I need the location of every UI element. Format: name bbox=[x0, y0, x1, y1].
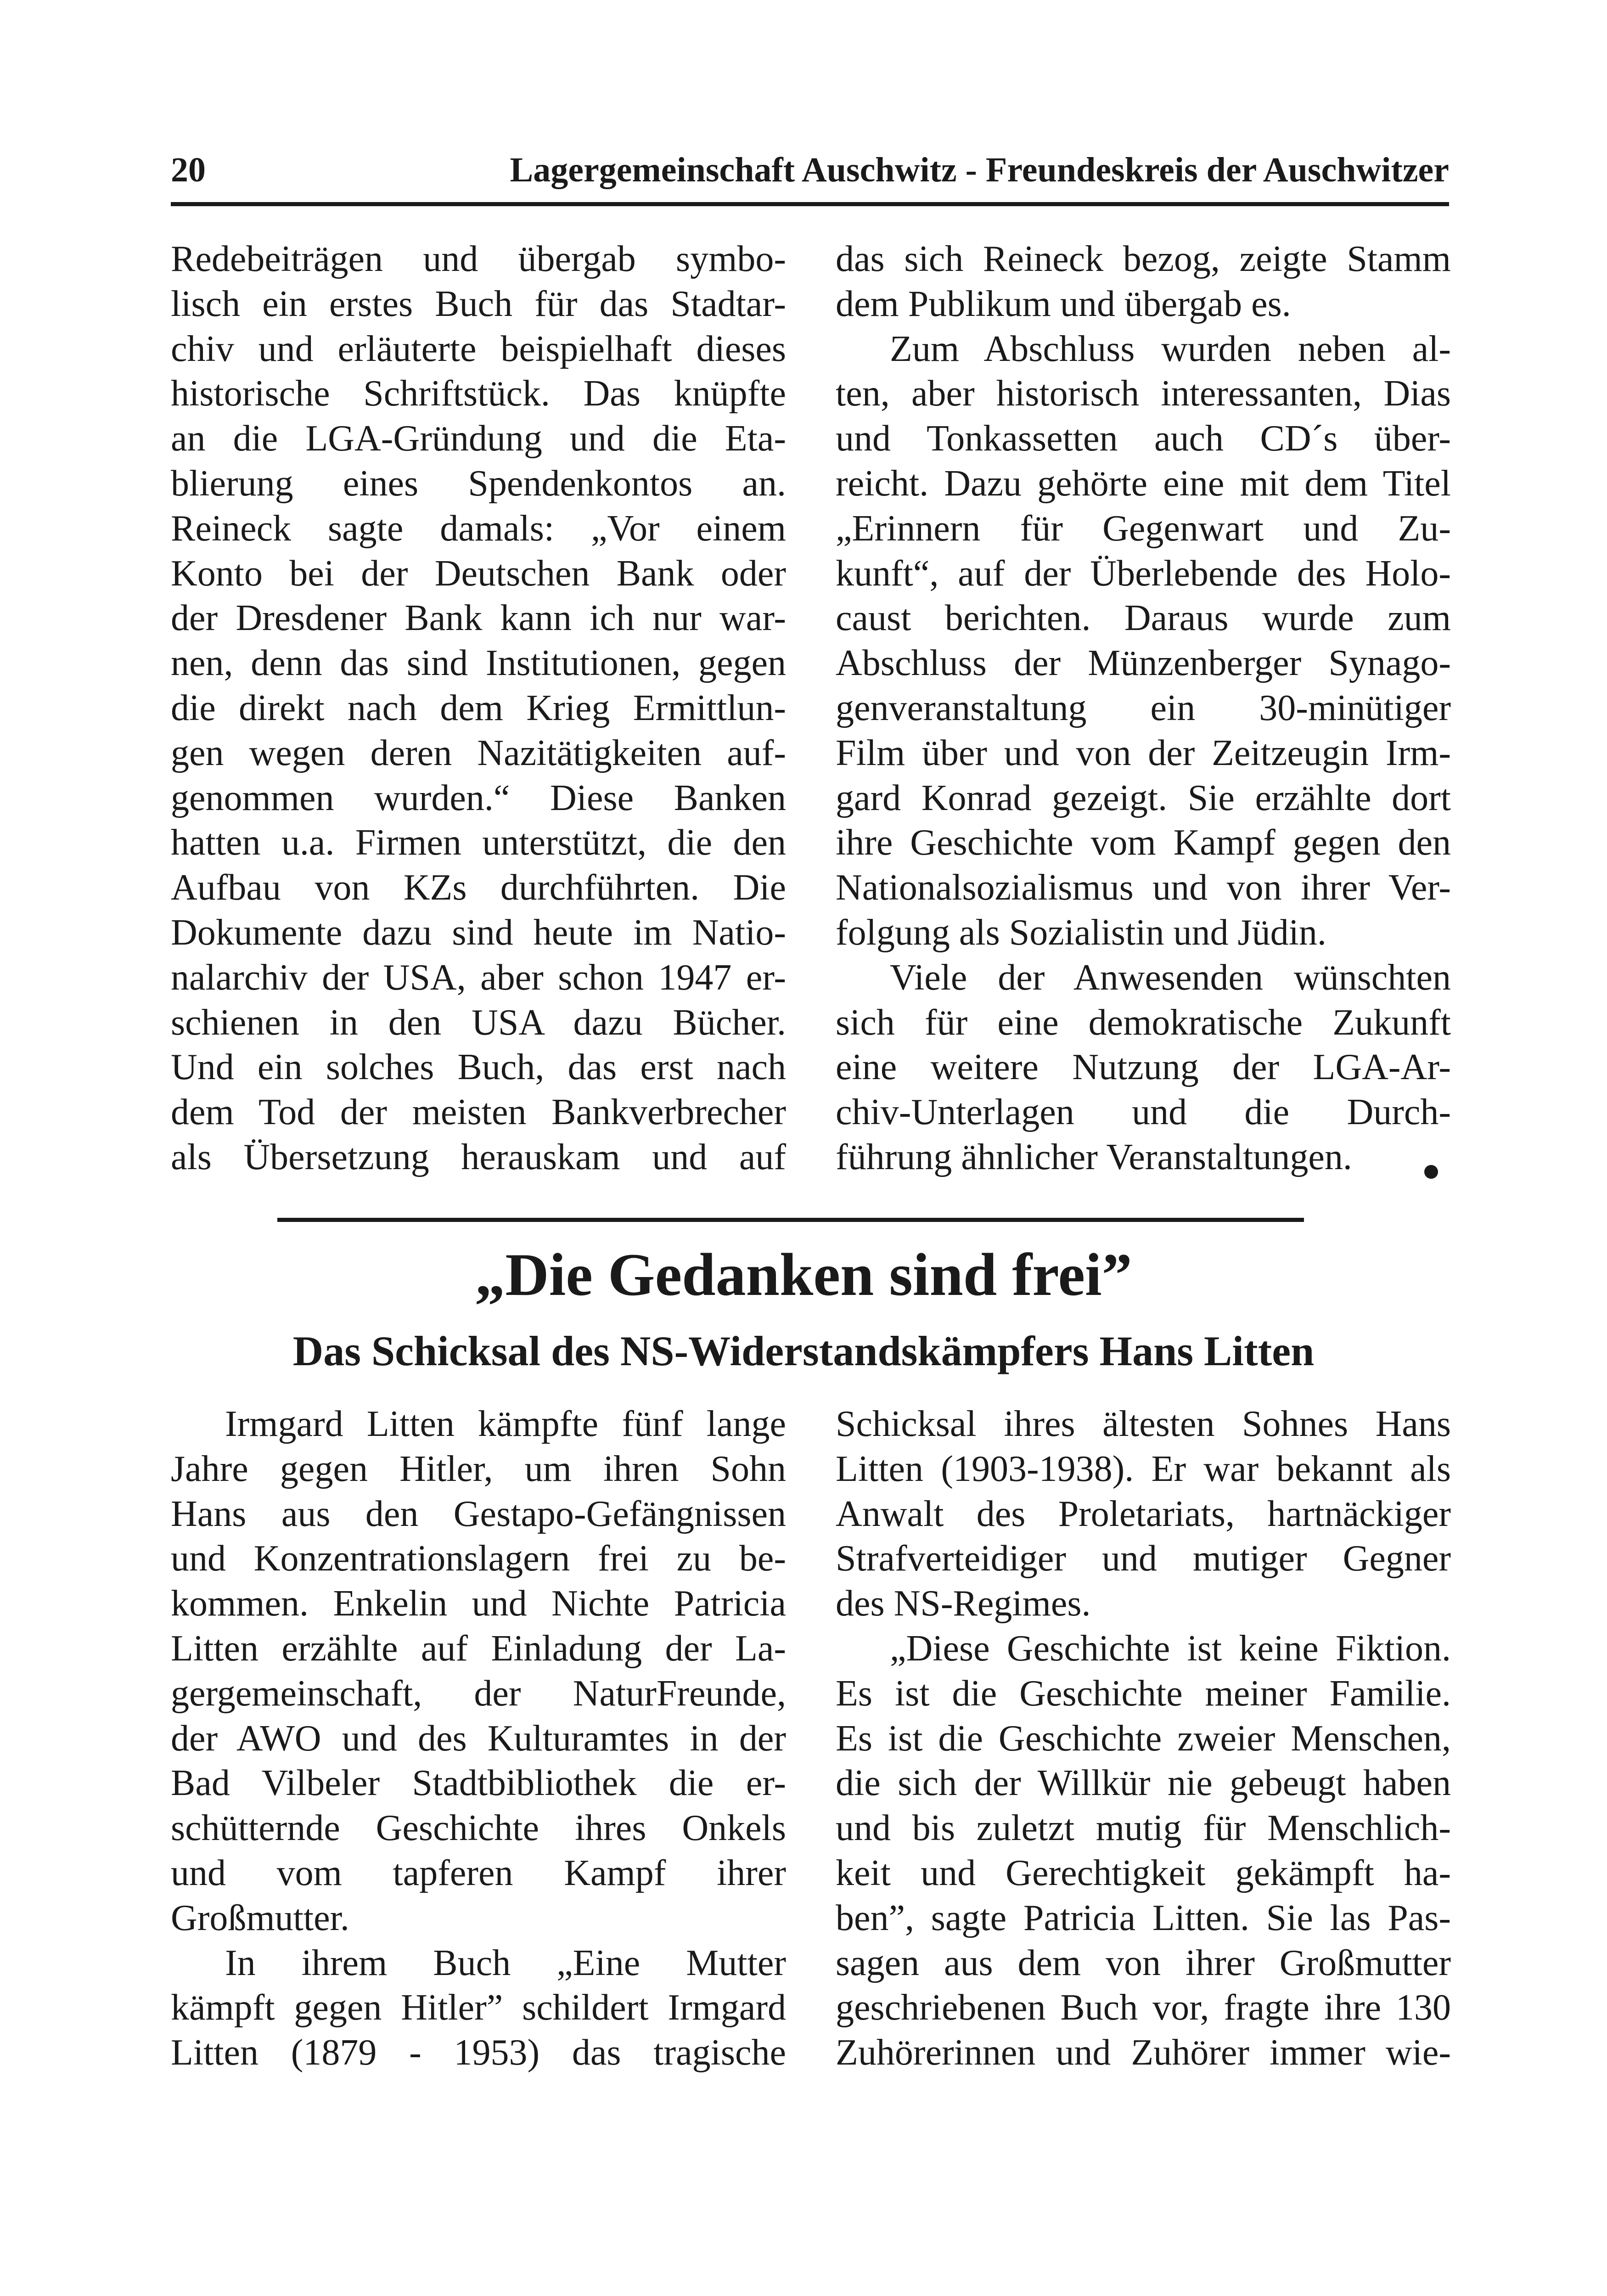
top-article-left-column bbox=[171, 237, 786, 1180]
text-line: Litten erzählte auf Einladung der La- bbox=[171, 1628, 786, 1669]
text-line: Schicksal ihres ältesten Sohnes Hans bbox=[836, 1404, 1451, 1444]
text-line: Jahre gegen Hitler, um ihren Sohn bbox=[171, 1448, 786, 1489]
text-line: und vom tapferen Kampf ihrer bbox=[171, 1852, 786, 1893]
text-line: Anwalt des Proletariats, hartnäckiger bbox=[836, 1493, 1451, 1534]
text-line: Und ein solches Buch, das erst nach bbox=[171, 1047, 786, 1088]
text-line: historische Schriftstück. Das knüpfte bbox=[171, 373, 786, 414]
text-line: und bis zuletzt mutig für Menschlich- bbox=[836, 1808, 1451, 1849]
text-line: chiv und erläuterte beispielhaft dieses bbox=[171, 328, 786, 369]
text-line: kunft“, auf der Überlebende des Holo- bbox=[836, 553, 1451, 594]
text-line: die direkt nach dem Krieg Ermittlun- bbox=[171, 687, 786, 728]
text-line: Litten (1879 - 1953) das tragische bbox=[171, 2032, 786, 2073]
text-line: genommen wurden.“ Diese Banken bbox=[171, 777, 786, 818]
text-line: hatten u.a. Firmen unterstützt, die den bbox=[171, 822, 786, 863]
text-line: des NS-Regimes. bbox=[836, 1583, 1091, 1624]
text-line: nalarchiv der USA, aber schon 1947 er- bbox=[171, 957, 786, 998]
text-line: gard Konrad gezeigt. Sie erzählte dort bbox=[836, 777, 1451, 818]
text-line: Zum Abschluss wurden neben al- bbox=[890, 328, 1451, 369]
text-line: schütternde Geschichte ihres Onkels bbox=[171, 1808, 786, 1849]
text-line: sagen aus dem von ihrer Großmutter bbox=[836, 1942, 1451, 1983]
text-line: an die LGA-Gründung und die Eta- bbox=[171, 418, 786, 459]
text-line: „Erinnern für Gegenwart und Zu- bbox=[836, 508, 1451, 549]
text-line: sich für eine demokratische Zukunft bbox=[836, 1002, 1451, 1043]
text-line: Hans aus den Gestapo-Gefängnissen bbox=[171, 1493, 786, 1534]
text-line: kommen. Enkelin und Nichte Patricia bbox=[171, 1583, 786, 1624]
text-line: dem Publikum und übergab es. bbox=[836, 283, 1291, 324]
bottom-article-left-column bbox=[171, 1402, 786, 2076]
bottom-article-right-column bbox=[836, 1402, 1451, 2076]
text-line: ihre Geschichte vom Kampf gegen den bbox=[836, 822, 1451, 863]
text-line: Film über und von der Zeitzeugin Irm- bbox=[836, 732, 1451, 773]
article-subheadline: Das Schicksal des NS-Widerstandskämpfers Hans Litten bbox=[292, 1328, 1315, 1374]
text-line: Irmgard Litten kämpfte fünf lange bbox=[225, 1404, 786, 1444]
text-line: und Tonkassetten auch CD´s über- bbox=[836, 418, 1451, 459]
text-line: der Dresdener Bank kann ich nur war- bbox=[171, 598, 786, 639]
running-title: Lagergemeinschaft Auschwitz - Freundeskreis der Auschwitzer bbox=[510, 151, 1449, 189]
text-line: geschriebenen Buch vor, fragte ihre 130 bbox=[836, 1987, 1451, 2028]
text-line: „Diese Geschichte ist keine Fiktion. bbox=[890, 1628, 1451, 1669]
text-line: gergemeinschaft, der NaturFreunde, bbox=[171, 1673, 786, 1714]
text-line: kämpft gegen Hitler” schildert Irmgard bbox=[171, 1987, 786, 2028]
text-line: Strafverteidiger und mutiger Gegner bbox=[836, 1538, 1451, 1579]
text-line: Reineck sagte damals: „Vor einem bbox=[171, 508, 786, 549]
text-line: Aufbau von KZs durchführten. Die bbox=[171, 867, 786, 908]
text-line: Litten (1903-1938). Er war bekannt als bbox=[836, 1448, 1451, 1489]
text-line: eine weitere Nutzung der LGA-Ar- bbox=[836, 1047, 1451, 1088]
text-line: lisch ein erstes Buch für das Stadtar- bbox=[171, 283, 786, 324]
text-line: ben”, sagte Patricia Litten. Sie las Pas- bbox=[836, 1897, 1451, 1938]
article-end-bullet bbox=[1424, 1165, 1438, 1179]
page-number: 20 bbox=[171, 151, 206, 189]
text-line: die sich der Willkür nie gebeugt haben bbox=[836, 1763, 1451, 1804]
text-line: Es ist die Geschichte meiner Familie. bbox=[836, 1673, 1451, 1714]
text-line: nen, denn das sind Institutionen, gegen bbox=[171, 643, 786, 684]
text-line: genveranstaltung ein 30-minütiger bbox=[836, 687, 1451, 728]
text-line: und Konzentrationslagern frei zu be- bbox=[171, 1538, 786, 1579]
text-line: dem Tod der meisten Bankverbrecher bbox=[171, 1092, 786, 1133]
section-rule bbox=[277, 1218, 1304, 1222]
text-line: das sich Reineck bezog, zeigte Stamm bbox=[836, 239, 1451, 279]
text-line: caust berichten. Daraus wurde zum bbox=[836, 598, 1451, 639]
text-line: folgung als Sozialistin und Jüdin. bbox=[836, 912, 1326, 953]
text-line: Nationalsozialismus und von ihrer Ver- bbox=[836, 867, 1451, 908]
text-line: In ihrem Buch „Eine Mutter bbox=[225, 1942, 786, 1983]
text-line: gen wegen deren Nazitätigkeiten auf- bbox=[171, 732, 786, 773]
header-rule bbox=[171, 202, 1449, 206]
text-line: Es ist die Geschichte zweier Menschen, bbox=[836, 1718, 1451, 1759]
text-line: Dokumente dazu sind heute im Natio- bbox=[171, 912, 786, 953]
text-line: Redebeiträgen und übergab symbo- bbox=[171, 239, 786, 279]
article-headline: „Die Gedanken sind frei” bbox=[475, 1241, 1132, 1308]
text-line: reicht. Dazu gehörte eine mit dem Titel bbox=[836, 463, 1451, 504]
text-line: Viele der Anwesenden wünschten bbox=[890, 957, 1451, 998]
text-line: Abschluss der Münzenberger Synago- bbox=[836, 643, 1451, 684]
text-line: Bad Vilbeler Stadtbibliothek die er- bbox=[171, 1763, 786, 1804]
text-line: schienen in den USA dazu Bücher. bbox=[171, 1002, 786, 1043]
text-line: ten, aber historisch interessanten, Dias bbox=[836, 373, 1451, 414]
text-line: keit und Gerechtigkeit gekämpft ha- bbox=[836, 1852, 1451, 1893]
text-line: Großmutter. bbox=[171, 1897, 349, 1938]
text-line: blierung eines Spendenkontos an. bbox=[171, 463, 786, 504]
top-article-right-column bbox=[836, 237, 1451, 1180]
text-line: Zuhörerinnen und Zuhörer immer wie- bbox=[836, 2032, 1451, 2073]
text-line: chiv-Unterlagen und die Durch- bbox=[836, 1092, 1451, 1133]
text-line: der AWO und des Kulturamtes in der bbox=[171, 1718, 786, 1759]
text-line: Konto bei der Deutschen Bank oder bbox=[171, 553, 786, 594]
text-line: als Übersetzung herauskam und auf bbox=[171, 1137, 786, 1177]
text-line: führung ähnlicher Veranstaltungen. bbox=[836, 1137, 1352, 1177]
